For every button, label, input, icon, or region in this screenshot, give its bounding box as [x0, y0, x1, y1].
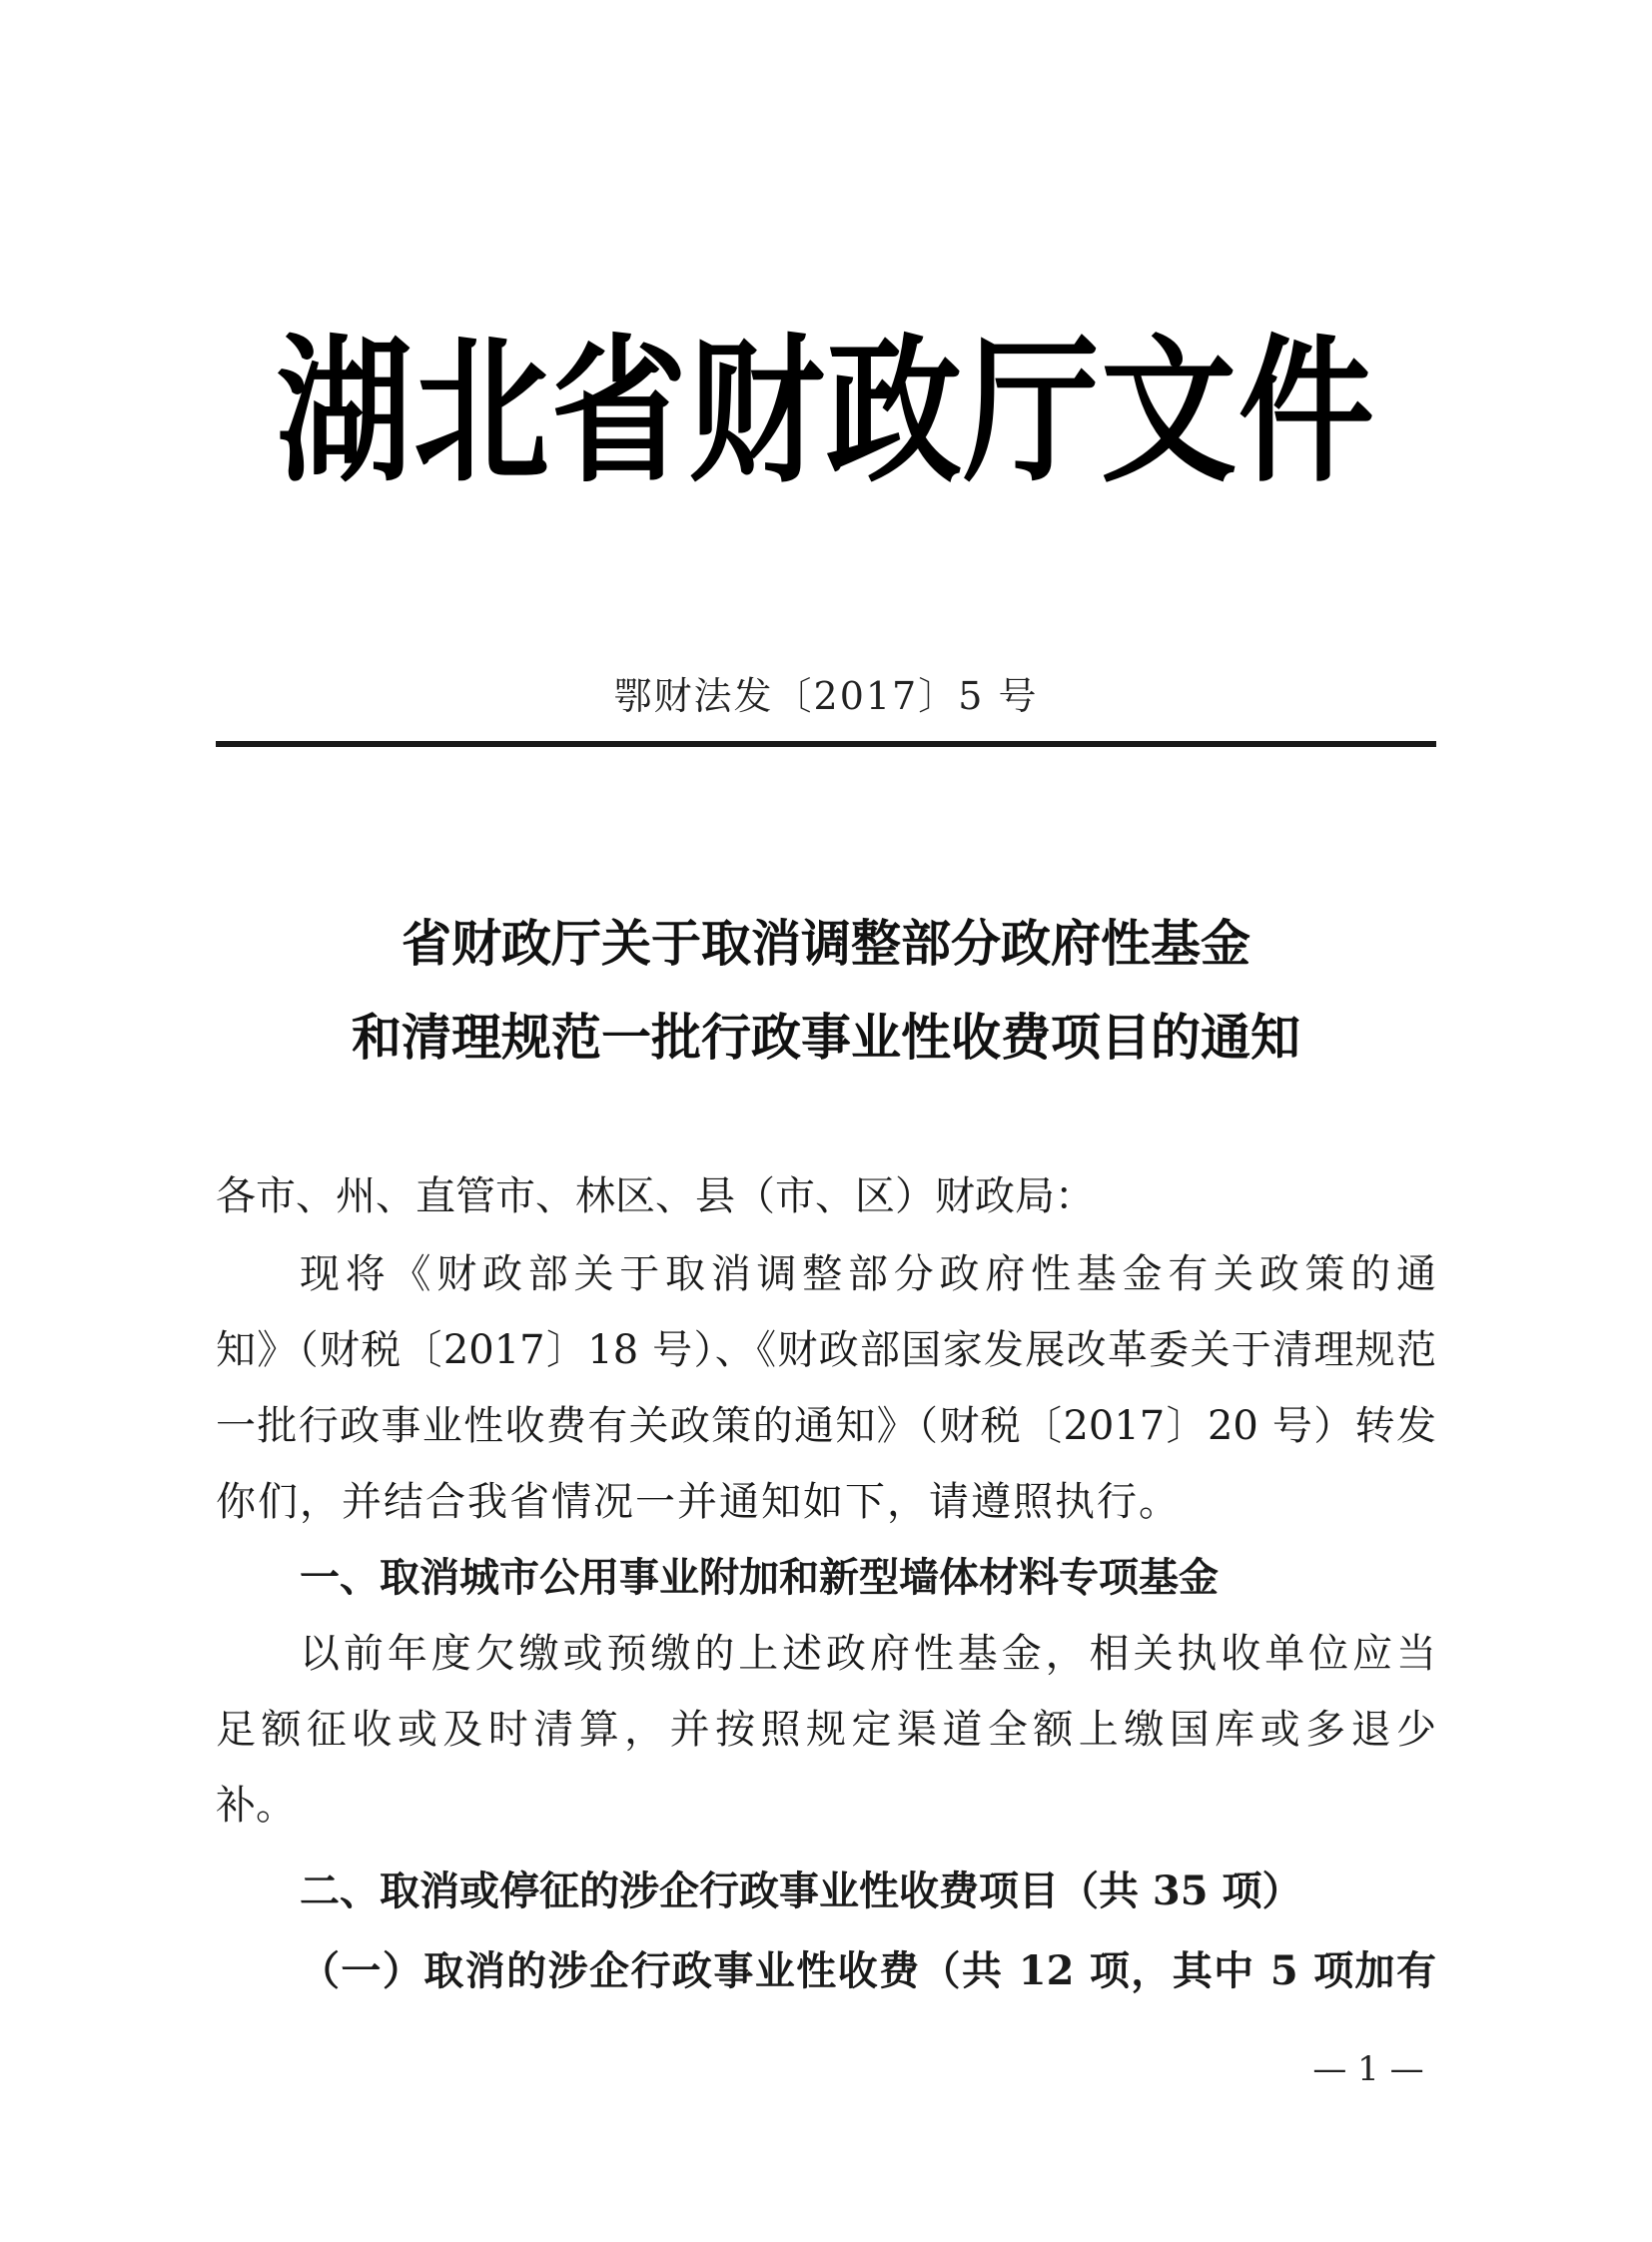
intro-line: 你们，并结合我省情况一并通知如下，请遵照执行。: [216, 1479, 1181, 1525]
intro-line: 一批行政事业性收费有关政策的通知》（财税〔2017〕20 号）转发: [216, 1403, 1436, 1449]
header-separator-line: [216, 741, 1436, 747]
section-2-heading: 二、取消或停征的涉企行政事业性收费项目（共 35 项）: [300, 1868, 1302, 1914]
document-number: 鄂财法发〔2017〕5 号: [613, 674, 1039, 718]
addressee: 各市、州、直管市、林区、县（市、区）财政局：: [216, 1173, 1095, 1219]
subsection-1-heading: （一）取消的涉企行政事业性收费（共 12 项，其中 5 项加有: [300, 1947, 1436, 1994]
section-1-line: 以前年度欠缴或预缴的上述政府性基金，相关执收单位应当: [300, 1631, 1436, 1677]
section-1-heading: 一、取消城市公用事业附加和新型墙体材料专项基金: [300, 1554, 1219, 1601]
page-number: — 1 —: [1312, 2049, 1424, 2089]
section-1-line: 足额征收或及时清算，并按照规定渠道全额上缴国库或多退少: [216, 1707, 1436, 1753]
notice-title-line-1: 省财政厅关于取消调整部分政府性基金: [402, 914, 1250, 973]
section-1-line: 补。: [216, 1783, 296, 1829]
issuing-authority-title: 湖北省财政厅文件: [276, 320, 1376, 504]
intro-line: 知》（财税〔2017〕18 号）、《财政部国家发展改革委关于清理规范: [216, 1327, 1436, 1373]
notice-title-line-2: 和清理规范一批行政事业性收费项目的通知: [352, 1008, 1300, 1067]
intro-line: 现将《财政部关于取消调整部分政府性基金有关政策的通: [300, 1251, 1436, 1297]
